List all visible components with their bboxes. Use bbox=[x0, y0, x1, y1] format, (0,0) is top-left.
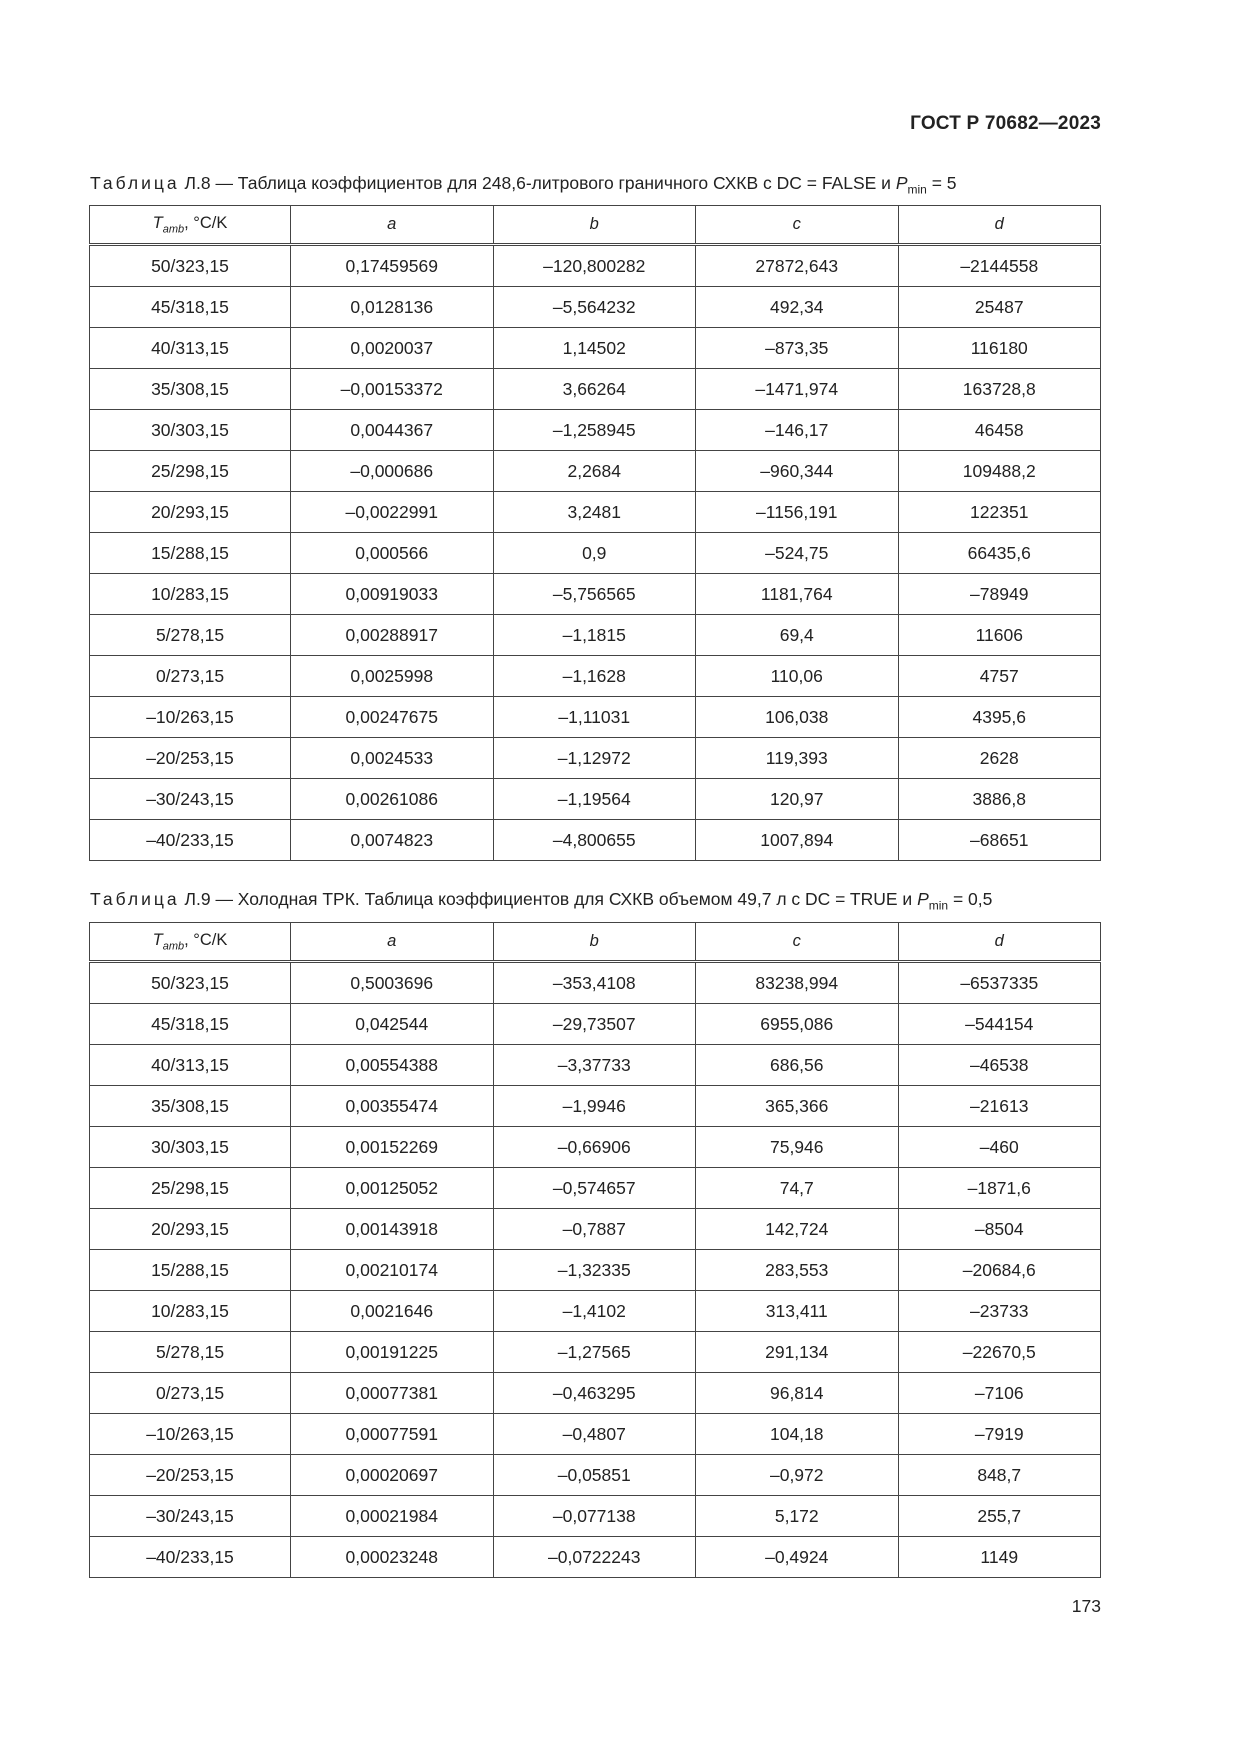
cell-b: –0,66906 bbox=[493, 1127, 696, 1168]
cell-d: 46458 bbox=[898, 410, 1101, 451]
cell-tamb: 15/288,15 bbox=[90, 533, 291, 574]
table-row bbox=[90, 1455, 1101, 1496]
cell-d: 3886,8 bbox=[898, 779, 1101, 820]
table-row bbox=[90, 1291, 1101, 1332]
cell-a: 0,00077591 bbox=[291, 1414, 494, 1455]
cell-a: 0,00247675 bbox=[291, 697, 494, 738]
cell-d: 163728,8 bbox=[898, 369, 1101, 410]
header-tamb: $T_{amb}$, °C/K bbox=[90, 206, 291, 245]
header-b: b bbox=[493, 206, 696, 245]
table-row bbox=[90, 328, 1101, 369]
cell-tamb: 5/278,15 bbox=[90, 615, 291, 656]
cell-a: 0,00554388 bbox=[291, 1045, 494, 1086]
table-row bbox=[90, 1209, 1101, 1250]
header-c: c bbox=[696, 923, 899, 962]
cell-c: –0,972 bbox=[696, 1455, 899, 1496]
caption-p-value: = 0,5 bbox=[948, 889, 993, 909]
cell-a: –0,0022991 bbox=[291, 492, 494, 533]
cell-d: 11606 bbox=[898, 615, 1101, 656]
cell-tamb: 35/308,15 bbox=[90, 369, 291, 410]
cell-c: –0,4924 bbox=[696, 1537, 899, 1578]
cell-c: 110,06 bbox=[696, 656, 899, 697]
cell-d: 848,7 bbox=[898, 1455, 1101, 1496]
header-d: d bbox=[898, 923, 1101, 962]
cell-d: 4757 bbox=[898, 656, 1101, 697]
cell-c: 313,411 bbox=[696, 1291, 899, 1332]
cell-c: 283,553 bbox=[696, 1250, 899, 1291]
cell-c: 120,97 bbox=[696, 779, 899, 820]
table-row bbox=[90, 410, 1101, 451]
table-row bbox=[90, 1168, 1101, 1209]
cell-c: 83238,994 bbox=[696, 962, 899, 1004]
cell-a: 0,00077381 bbox=[291, 1373, 494, 1414]
cell-d: –20684,6 bbox=[898, 1250, 1101, 1291]
cell-b: –0,463295 bbox=[493, 1373, 696, 1414]
cell-tamb: 20/293,15 bbox=[90, 1209, 291, 1250]
table-row bbox=[90, 245, 1101, 287]
cell-tamb: –30/243,15 bbox=[90, 779, 291, 820]
cell-a: 0,17459569 bbox=[291, 245, 494, 287]
cell-c: 365,366 bbox=[696, 1086, 899, 1127]
cell-a: 0,00261086 bbox=[291, 779, 494, 820]
cell-tamb: 40/313,15 bbox=[90, 1045, 291, 1086]
header-tamb: $T_{amb}$, °C/K bbox=[90, 923, 291, 962]
cell-d: –8504 bbox=[898, 1209, 1101, 1250]
cell-b: –120,800282 bbox=[493, 245, 696, 287]
cell-b: –3,37733 bbox=[493, 1045, 696, 1086]
cell-tamb: –20/253,15 bbox=[90, 1455, 291, 1496]
cell-d: –23733 bbox=[898, 1291, 1101, 1332]
cell-b: –5,756565 bbox=[493, 574, 696, 615]
cell-d: 66435,6 bbox=[898, 533, 1101, 574]
cell-b: 2,2684 bbox=[493, 451, 696, 492]
cell-c: 686,56 bbox=[696, 1045, 899, 1086]
cell-a: 0,00020697 bbox=[291, 1455, 494, 1496]
table-row bbox=[90, 533, 1101, 574]
cell-a: –0,00153372 bbox=[291, 369, 494, 410]
cell-a: 0,00143918 bbox=[291, 1209, 494, 1250]
cell-tamb: 35/308,15 bbox=[90, 1086, 291, 1127]
header-a: a bbox=[291, 923, 494, 962]
table-row bbox=[90, 1250, 1101, 1291]
header-b: b bbox=[493, 923, 696, 962]
caption-p-value: = 5 bbox=[926, 173, 957, 193]
cell-d: –1871,6 bbox=[898, 1168, 1101, 1209]
cell-d: 4395,6 bbox=[898, 697, 1101, 738]
cell-b: 1,14502 bbox=[493, 328, 696, 369]
cell-b: –353,4108 bbox=[493, 962, 696, 1004]
cell-b: –0,077138 bbox=[493, 1496, 696, 1537]
cell-tamb: 30/303,15 bbox=[90, 1127, 291, 1168]
cell-d: –7106 bbox=[898, 1373, 1101, 1414]
table-row bbox=[90, 779, 1101, 820]
cell-b: –1,12972 bbox=[493, 738, 696, 779]
cell-a: 0,0020037 bbox=[291, 328, 494, 369]
cell-b: –1,258945 bbox=[493, 410, 696, 451]
cell-a: –0,000686 bbox=[291, 451, 494, 492]
table-row bbox=[90, 492, 1101, 533]
cell-d: 1149 bbox=[898, 1537, 1101, 1578]
cell-tamb: 10/283,15 bbox=[90, 1291, 291, 1332]
cell-a: 0,0044367 bbox=[291, 410, 494, 451]
cell-tamb: –30/243,15 bbox=[90, 1496, 291, 1537]
table-row bbox=[90, 1127, 1101, 1168]
cell-b: –0,0722243 bbox=[493, 1537, 696, 1578]
table-header-row bbox=[90, 206, 1101, 245]
cell-tamb: 15/288,15 bbox=[90, 1250, 291, 1291]
table-row bbox=[90, 738, 1101, 779]
cell-b: –29,73507 bbox=[493, 1004, 696, 1045]
cell-d: –46538 bbox=[898, 1045, 1101, 1086]
cell-c: 1007,894 bbox=[696, 820, 899, 861]
page-number: 173 bbox=[1071, 1596, 1101, 1616]
cell-d: –22670,5 bbox=[898, 1332, 1101, 1373]
cell-d: 122351 bbox=[898, 492, 1101, 533]
table-l8-caption bbox=[90, 173, 957, 197]
cell-c: –1471,974 bbox=[696, 369, 899, 410]
cell-b: 0,9 bbox=[493, 533, 696, 574]
cell-tamb: 20/293,15 bbox=[90, 492, 291, 533]
cell-c: 1181,764 bbox=[696, 574, 899, 615]
cell-tamb: 50/323,15 bbox=[90, 245, 291, 287]
table-row bbox=[90, 1004, 1101, 1045]
cell-b: –0,05851 bbox=[493, 1455, 696, 1496]
cell-b: –5,564232 bbox=[493, 287, 696, 328]
cell-a: 0,00919033 bbox=[291, 574, 494, 615]
cell-tamb: –40/233,15 bbox=[90, 1537, 291, 1578]
cell-a: 0,00023248 bbox=[291, 1537, 494, 1578]
cell-tamb: 5/278,15 bbox=[90, 1332, 291, 1373]
cell-c: 5,172 bbox=[696, 1496, 899, 1537]
table-row bbox=[90, 656, 1101, 697]
cell-c: 106,038 bbox=[696, 697, 899, 738]
cell-a: 0,0025998 bbox=[291, 656, 494, 697]
caption-p-sub: min bbox=[928, 898, 949, 913]
table-row bbox=[90, 287, 1101, 328]
cell-c: –1156,191 bbox=[696, 492, 899, 533]
table-row bbox=[90, 962, 1101, 1004]
table-row bbox=[90, 1414, 1101, 1455]
cell-c: 69,4 bbox=[696, 615, 899, 656]
cell-d: 25487 bbox=[898, 287, 1101, 328]
cell-tamb: 50/323,15 bbox=[90, 962, 291, 1004]
cell-b: –1,4102 bbox=[493, 1291, 696, 1332]
table-row bbox=[90, 1332, 1101, 1373]
cell-a: 0,0074823 bbox=[291, 820, 494, 861]
header-a: a bbox=[291, 206, 494, 245]
cell-a: 0,00021984 bbox=[291, 1496, 494, 1537]
table-l8 bbox=[89, 205, 1101, 861]
cell-c: –960,344 bbox=[696, 451, 899, 492]
cell-d: 116180 bbox=[898, 328, 1101, 369]
cell-tamb: 25/298,15 bbox=[90, 1168, 291, 1209]
cell-tamb: 45/318,15 bbox=[90, 1004, 291, 1045]
cell-c: 27872,643 bbox=[696, 245, 899, 287]
table-row bbox=[90, 1496, 1101, 1537]
cell-b: 3,66264 bbox=[493, 369, 696, 410]
table-row bbox=[90, 697, 1101, 738]
table-row bbox=[90, 574, 1101, 615]
cell-a: 0,000566 bbox=[291, 533, 494, 574]
cell-a: 0,0021646 bbox=[291, 1291, 494, 1332]
cell-tamb: –10/263,15 bbox=[90, 1414, 291, 1455]
cell-d: –21613 bbox=[898, 1086, 1101, 1127]
table-l9-caption bbox=[90, 889, 992, 913]
caption-p-symbol: P bbox=[895, 173, 908, 193]
cell-a: 0,042544 bbox=[291, 1004, 494, 1045]
cell-a: 0,0128136 bbox=[291, 287, 494, 328]
cell-d: 255,7 bbox=[898, 1496, 1101, 1537]
table-row bbox=[90, 1086, 1101, 1127]
cell-tamb: 40/313,15 bbox=[90, 328, 291, 369]
cell-a: 0,00288917 bbox=[291, 615, 494, 656]
caption-p-symbol: P bbox=[917, 889, 929, 909]
cell-tamb: 10/283,15 bbox=[90, 574, 291, 615]
cell-b: –0,574657 bbox=[493, 1168, 696, 1209]
cell-d: –6537335 bbox=[898, 962, 1101, 1004]
cell-b: –1,1628 bbox=[493, 656, 696, 697]
caption-text: Л.8 — Таблица коэффициентов для 248,6-литрового граничного СХКВ с DC = FALSE и bbox=[184, 173, 891, 193]
cell-b: –1,1815 bbox=[493, 615, 696, 656]
cell-c: 75,946 bbox=[696, 1127, 899, 1168]
cell-c: 104,18 bbox=[696, 1414, 899, 1455]
table-l9 bbox=[89, 922, 1101, 1578]
cell-c: 6955,086 bbox=[696, 1004, 899, 1045]
cell-c: 74,7 bbox=[696, 1168, 899, 1209]
cell-b: –1,19564 bbox=[493, 779, 696, 820]
table-row bbox=[90, 369, 1101, 410]
cell-tamb: –10/263,15 bbox=[90, 697, 291, 738]
cell-b: –1,32335 bbox=[493, 1250, 696, 1291]
cell-d: –68651 bbox=[898, 820, 1101, 861]
cell-d: 2628 bbox=[898, 738, 1101, 779]
cell-a: 0,5003696 bbox=[291, 962, 494, 1004]
cell-tamb: 0/273,15 bbox=[90, 1373, 291, 1414]
cell-c: 291,134 bbox=[696, 1332, 899, 1373]
cell-c: –146,17 bbox=[696, 410, 899, 451]
cell-c: 119,393 bbox=[696, 738, 899, 779]
table-row bbox=[90, 451, 1101, 492]
cell-c: 96,814 bbox=[696, 1373, 899, 1414]
cell-tamb: –40/233,15 bbox=[90, 820, 291, 861]
header-d: d bbox=[898, 206, 1101, 245]
cell-tamb: 45/318,15 bbox=[90, 287, 291, 328]
caption-p-sub: min bbox=[907, 182, 927, 197]
cell-a: 0,0024533 bbox=[291, 738, 494, 779]
cell-d: –78949 bbox=[898, 574, 1101, 615]
cell-d: –460 bbox=[898, 1127, 1101, 1168]
cell-tamb: 0/273,15 bbox=[90, 656, 291, 697]
table-header-row bbox=[90, 923, 1101, 962]
cell-a: 0,00125052 bbox=[291, 1168, 494, 1209]
table-row bbox=[90, 615, 1101, 656]
cell-a: 0,00210174 bbox=[291, 1250, 494, 1291]
table-row bbox=[90, 1045, 1101, 1086]
cell-d: –2144558 bbox=[898, 245, 1101, 287]
cell-b: –0,4807 bbox=[493, 1414, 696, 1455]
caption-text: Л.9 — Холодная ТРК. Таблица коэффициентов для СХКВ объемом 49,7 л с DC = TRUE и bbox=[184, 889, 913, 909]
document-code: ГОСТ Р 70682—2023 bbox=[910, 113, 1101, 134]
table-row bbox=[90, 820, 1101, 861]
cell-b: –1,9946 bbox=[493, 1086, 696, 1127]
cell-b: 3,2481 bbox=[493, 492, 696, 533]
cell-b: –1,11031 bbox=[493, 697, 696, 738]
cell-c: 492,34 bbox=[696, 287, 899, 328]
cell-a: 0,00355474 bbox=[291, 1086, 494, 1127]
caption-word: Таблица bbox=[90, 173, 180, 193]
cell-b: –1,27565 bbox=[493, 1332, 696, 1373]
cell-c: –524,75 bbox=[696, 533, 899, 574]
cell-a: 0,00191225 bbox=[291, 1332, 494, 1373]
cell-tamb: 25/298,15 bbox=[90, 451, 291, 492]
cell-c: 142,724 bbox=[696, 1209, 899, 1250]
table-row bbox=[90, 1373, 1101, 1414]
cell-a: 0,00152269 bbox=[291, 1127, 494, 1168]
cell-d: –7919 bbox=[898, 1414, 1101, 1455]
cell-d: –544154 bbox=[898, 1004, 1101, 1045]
header-c: c bbox=[696, 206, 899, 245]
cell-tamb: 30/303,15 bbox=[90, 410, 291, 451]
cell-b: –0,7887 bbox=[493, 1209, 696, 1250]
cell-b: –4,800655 bbox=[493, 820, 696, 861]
table-row bbox=[90, 1537, 1101, 1578]
cell-d: 109488,2 bbox=[898, 451, 1101, 492]
cell-tamb: –20/253,15 bbox=[90, 738, 291, 779]
caption-word: Таблица bbox=[90, 889, 180, 909]
cell-c: –873,35 bbox=[696, 328, 899, 369]
